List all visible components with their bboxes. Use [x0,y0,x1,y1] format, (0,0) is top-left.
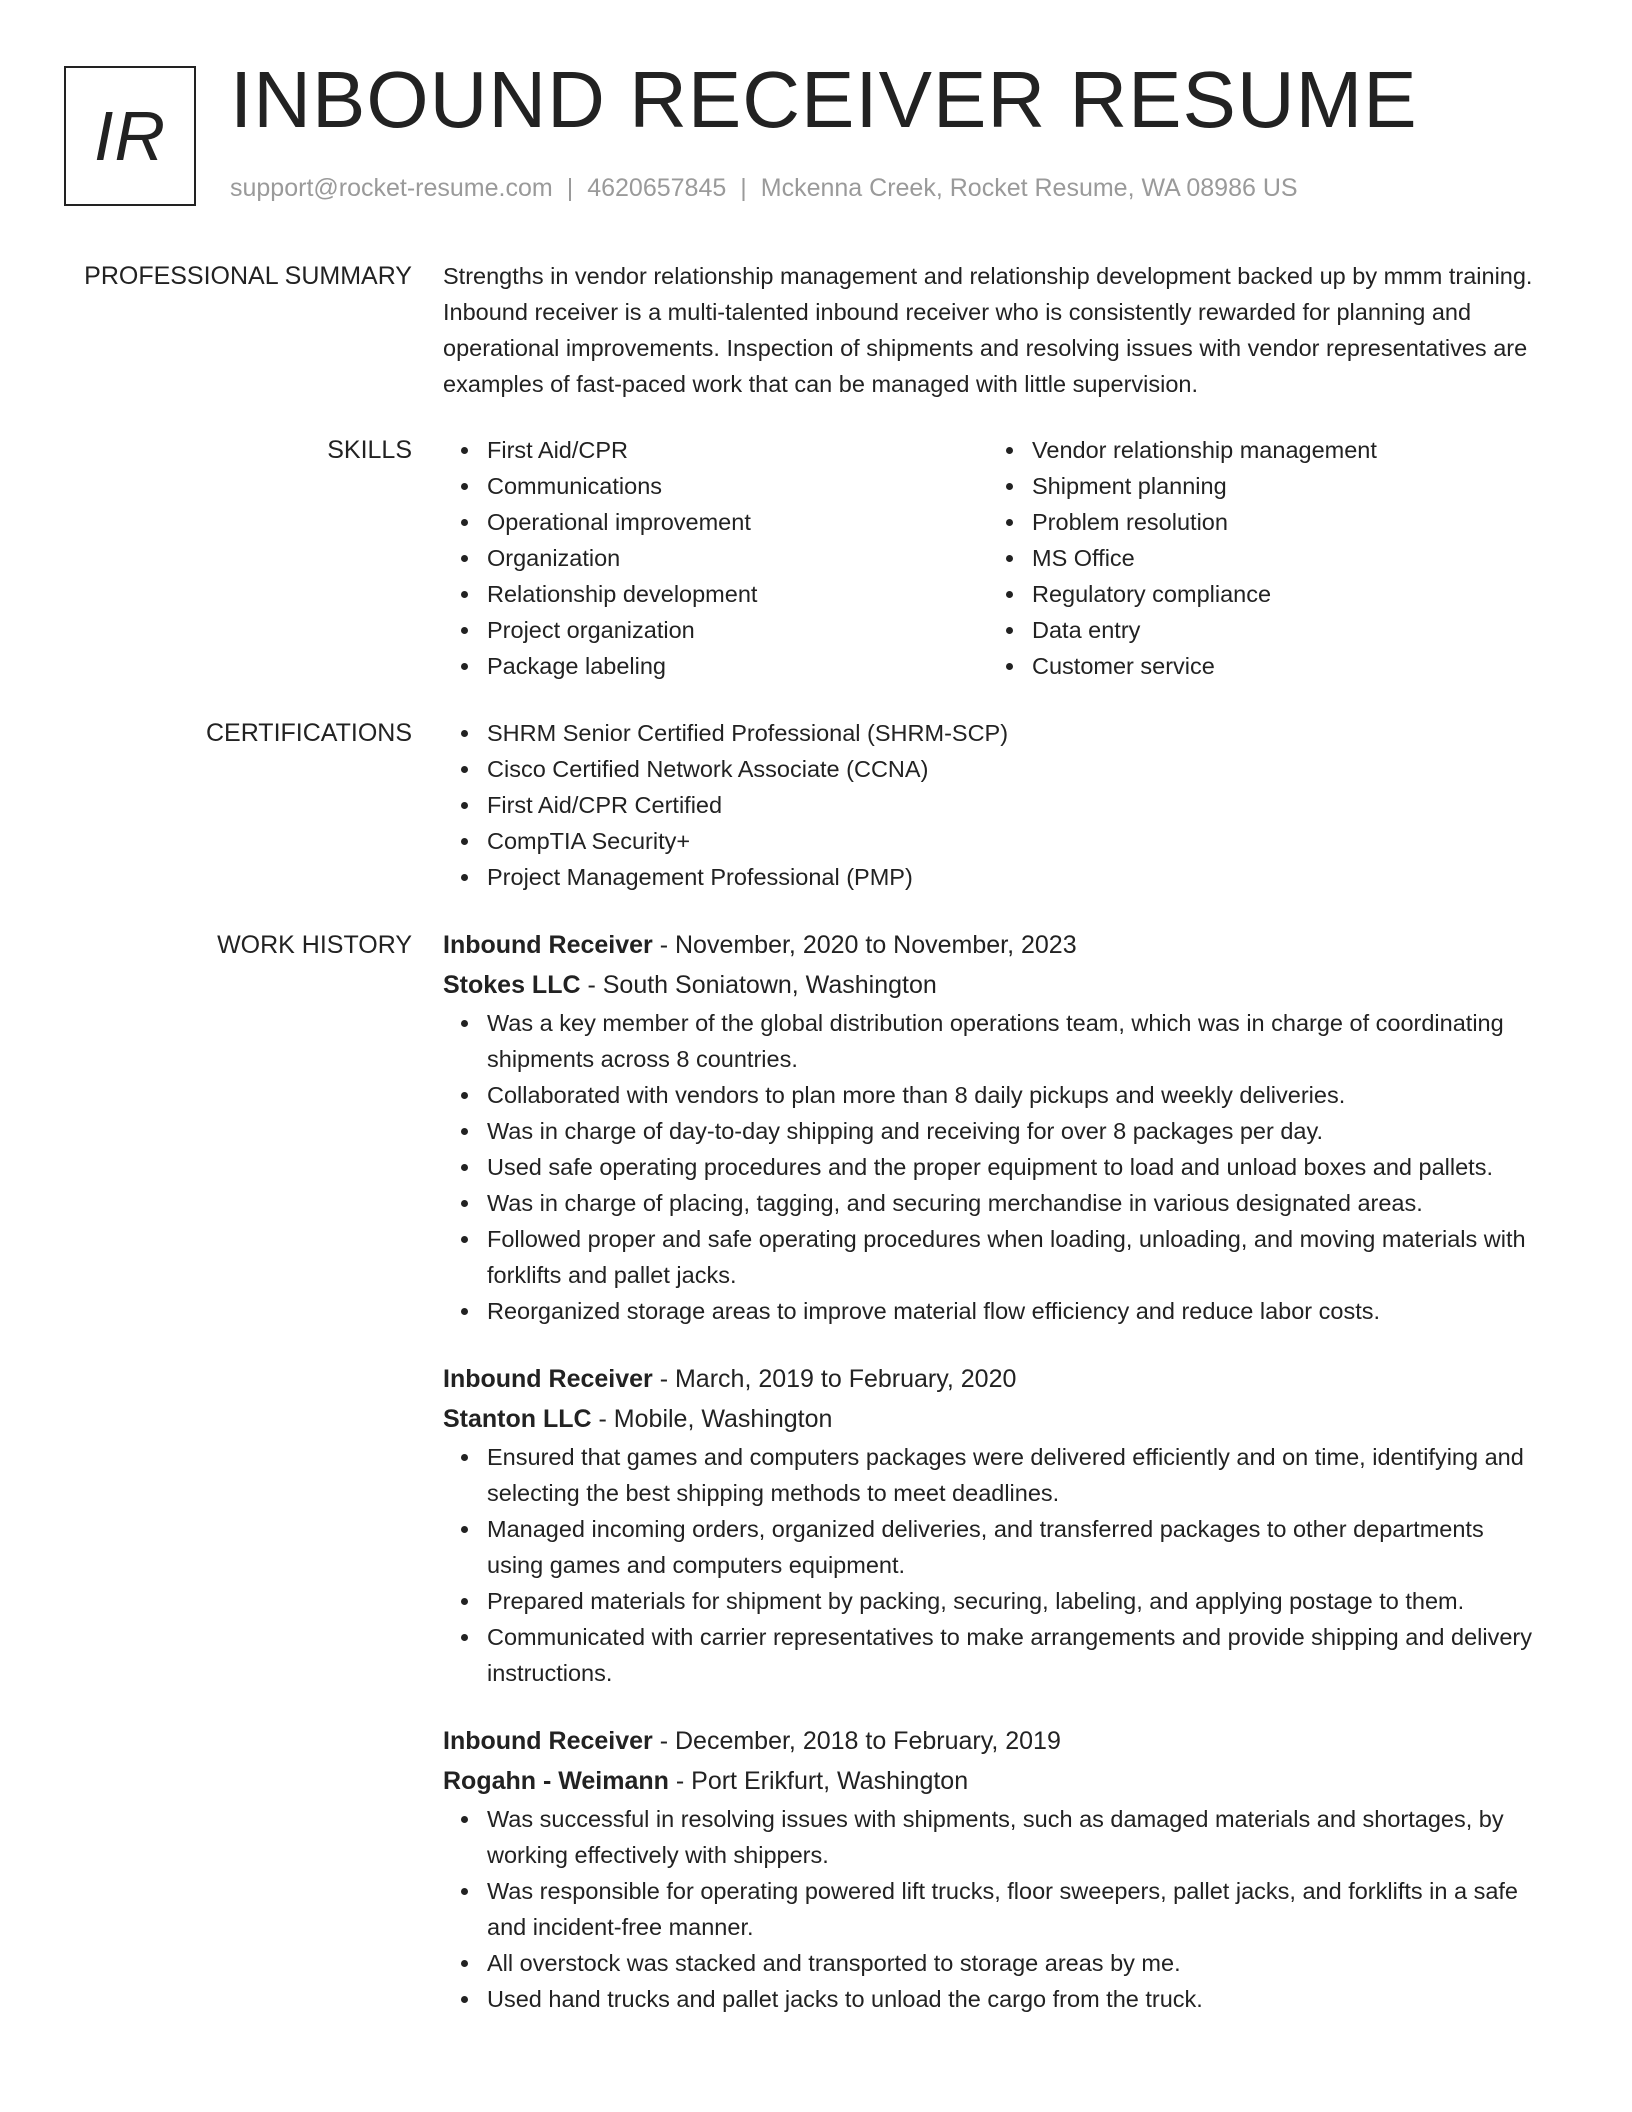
job-bullet: Communicated with carrier representatives to make arrangements and provide shipping and delivery instructions. [487,1619,1543,1691]
job-bullet: Was successful in resolving issues with shipments, such as damaged materials and shortages, by working effectively with shippers. [487,1801,1543,1873]
skill-item: Organization [487,540,988,576]
skill-item: Communications [487,468,988,504]
job-dates: - March, 2019 to February, 2020 [652,1365,1017,1393]
job-company-line [443,1761,1543,1801]
job-bullet: Was in charge of placing, tagging, and securing merchandise in various designated areas. [487,1185,1543,1221]
job-entry [443,1721,1543,2017]
certification-item: Project Management Professional (PMP) [487,859,1543,895]
job-location: - South Soniatown, Washington [580,971,937,999]
skill-item: Vendor relationship management [1032,432,1533,468]
job-bullet: Followed proper and safe operating procedures when loading, unloading, and moving materials with forklifts and pallet jacks. [487,1221,1543,1293]
job-title: Inbound Receiver [443,931,653,959]
contact-line [230,174,1298,203]
skill-item: Regulatory compliance [1032,576,1533,612]
job-bullet: Used hand trucks and pallet jacks to unload the cargo from the truck. [487,1981,1543,2017]
certification-item: CompTIA Security+ [487,823,1543,859]
skill-item: Relationship development [487,576,988,612]
job-entry [443,1359,1543,1691]
contact-separator: | [566,174,574,202]
section-heading-summary: PROFESSIONAL SUMMARY [84,262,412,290]
certification-item: SHRM Senior Certified Professional (SHRM-SCP) [487,715,1543,751]
contact-address: Mckenna Creek, Rocket Resume, WA 08986 US [760,174,1298,202]
job-bullet: Was in charge of day-to-day shipping and receiving for over 8 packages per day. [487,1113,1543,1149]
job-company-line [443,965,1543,1005]
page-title: INBOUND RECEIVER RESUME [230,55,1418,144]
skills-list-left [443,432,988,684]
certification-item: First Aid/CPR Certified [487,787,1543,823]
skills-list-right [988,432,1533,684]
job-bullet: All overstock was stacked and transported to storage areas by me. [487,1945,1543,1981]
contact-separator: | [740,174,747,202]
job-company: Stokes LLC [443,971,581,999]
job-bullet: Was responsible for operating powered lift trucks, floor sweepers, pallet jacks, and forklifts in a safe and incident-free manner. [487,1873,1543,1945]
skill-item: Operational improvement [487,504,988,540]
skill-item: Package labeling [487,648,988,684]
skill-item: MS Office [1032,540,1533,576]
job-bullet: Was a key member of the global distribution operations team, which was in charge of coordinating shipments across 8 countries. [487,1005,1543,1077]
skill-item: Problem resolution [1032,504,1533,540]
job-dates: - November, 2020 to November, 2023 [652,931,1077,959]
job-bullet-list [443,1005,1543,1329]
job-entry [443,925,1543,1329]
summary-text: Strengths in vendor relationship management and relationship development backed up by mmm training. Inbound receiver is a multi-talented inbound receiver who is consistently rewarded for planning and operational improvements. Inspection of shipments and resolving issues with vendor representatives are examples of fast-paced work that can be managed with little supervision. [443,263,1533,397]
job-title-line [443,1359,1543,1399]
job-company-line [443,1399,1543,1439]
certifications-body [443,715,1543,895]
job-title: Inbound Receiver [443,1365,653,1393]
section-heading-certifications: CERTIFICATIONS [205,719,412,747]
job-bullet-list [443,1801,1543,2017]
skills-body [443,432,1543,684]
work-history-body [443,925,1543,2047]
job-bullet: Ensured that games and computers packages were delivered efficiently and on time, identifying and selecting the best shipping methods to meet deadlines. [487,1439,1543,1511]
job-bullet-list [443,1439,1543,1691]
job-bullet: Used safe operating procedures and the proper equipment to load and unload boxes and pallets. [487,1149,1543,1185]
job-location: - Port Erikfurt, Washington [668,1767,969,1795]
job-company: Stanton LLC [443,1405,592,1433]
certification-item: Cisco Certified Network Associate (CCNA) [487,751,1543,787]
job-bullet: Collaborated with vendors to plan more than 8 daily pickups and weekly deliveries. [487,1077,1543,1113]
skill-item: Shipment planning [1032,468,1533,504]
monogram-logo: IR [64,66,196,206]
skill-item: Data entry [1032,612,1533,648]
summary-body [443,258,1543,402]
job-bullet: Reorganized storage areas to improve material flow efficiency and reduce labor costs. [487,1293,1543,1329]
job-title: Inbound Receiver [443,1727,653,1755]
job-bullet: Managed incoming orders, organized deliveries, and transferred packages to other departments using games and computers equipment. [487,1511,1543,1583]
skill-item: Customer service [1032,648,1533,684]
contact-email[interactable]: support@rocket-resume.com [230,174,553,202]
section-heading-skills: SKILLS [327,436,412,464]
skill-item: First Aid/CPR [487,432,988,468]
job-company: Rogahn - Weimann [443,1767,669,1795]
certifications-list [443,715,1543,895]
job-location: - Mobile, Washington [591,1405,833,1433]
job-title-line [443,1721,1543,1761]
skill-item: Project organization [487,612,988,648]
job-bullet: Prepared materials for shipment by packing, securing, labeling, and applying postage to them. [487,1583,1543,1619]
section-heading-work-history: WORK HISTORY [217,931,412,959]
job-title-line [443,925,1543,965]
job-dates: - December, 2018 to February, 2019 [652,1727,1061,1755]
contact-phone[interactable]: 4620657845 [587,174,727,202]
